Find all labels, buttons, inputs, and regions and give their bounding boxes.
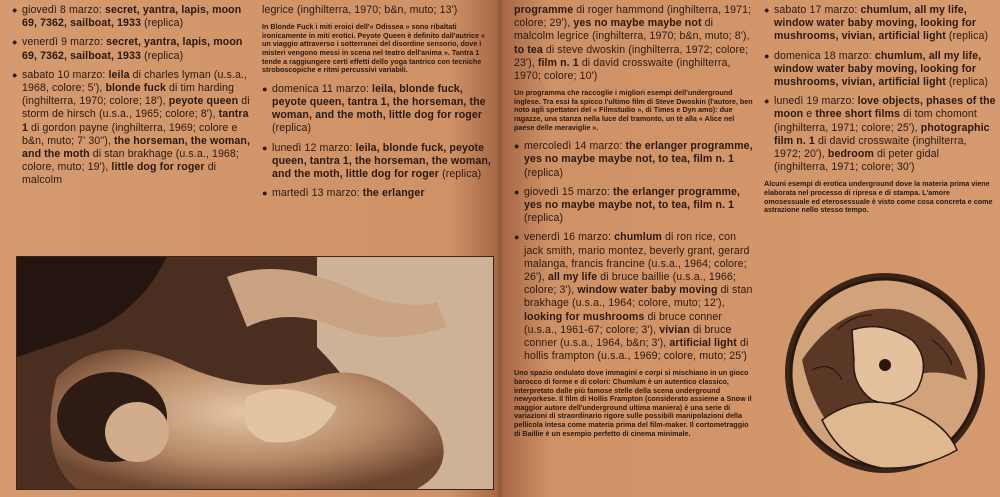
film-title: yes no maybe maybe not <box>573 17 702 30</box>
schedule-entry-18-marzo <box>764 50 996 90</box>
film-credits: di stan brakhage (u.s.a., 1964; colore, muto; 12'), <box>524 284 753 310</box>
schedule-entry-9-marzo <box>12 36 252 62</box>
film-credits: e <box>806 108 813 121</box>
entry-date: martedì 13 marzo: <box>272 187 360 200</box>
entry-date: venerdì 16 marzo: <box>524 231 612 244</box>
film-title: blonde fuck <box>105 82 166 95</box>
entry-titles: secret, yantra, lapis, moon 69, 7362, sailboat, 1933 <box>22 4 242 30</box>
film-credits: di hollis frampton (u.s.a., 1969; colore, muto; 25') <box>524 337 749 363</box>
film-title: photographic film n. 1 <box>774 121 990 147</box>
film-credits: di peter gidal (inghilterra, 1971; colore; 30') <box>774 148 940 174</box>
entry-date: lunedì 19 marzo: <box>774 95 855 108</box>
entry-date: domenica 11 marzo: <box>272 82 369 95</box>
entry-date: sabato 17 marzo: <box>774 4 858 16</box>
film-title: window water baby moving <box>577 284 718 297</box>
film-credits: di gordon payne (inghilterra, 1969; colore e b&n, muto; 7' 30"), <box>22 121 238 147</box>
commentary-note <box>514 369 754 438</box>
entry-replica: (replica) <box>948 76 989 89</box>
film-title: little dog for roger <box>111 161 205 174</box>
entry-replica: (replica) <box>524 212 564 225</box>
film-still-photo <box>16 256 494 490</box>
film-credits: di ron rice, con jack smith, mario montez, beverly grant, gerard malanga, francis francine (u.s.a., 1964; colore; 26'), <box>524 231 750 284</box>
note-text: i miti eroici dell'« Odissea » sono ribaltati ironicamente in miti erotici. <box>262 22 457 40</box>
film-title: all my life <box>547 271 598 284</box>
note-text: e <box>676 105 681 115</box>
note-text: ): due ragazze, una stanza nella luce del tramonto, un tè alla « Alice nel paese delle meraviglie ». <box>514 105 735 132</box>
entry-date: domenica 18 marzo: <box>774 49 872 62</box>
entry-date: giovedì 15 marzo: <box>524 185 610 198</box>
entry-date: venerdì 9 marzo: <box>22 36 104 49</box>
film-title: film n. 1 <box>537 56 579 69</box>
note-film-title: Dyn amo <box>682 105 713 115</box>
film-title: three short films <box>815 108 901 121</box>
film-title: bedroom <box>827 148 874 161</box>
film-credits: di roger hammond (inghilterra, 1971; colore; 29'), <box>514 4 752 30</box>
commentary-note: Alcuni esempi di erotica underground dove la materia prima viene elaborata nel processo di ripresa e di stampa. L'amore omosessuale ed eterosessuale è visto come cosa concreta e come astrazione nello stesso tempo. <box>764 179 993 215</box>
note-film-title: Blonde Fuck <box>270 22 314 32</box>
entry-replica: (replica) <box>144 17 184 30</box>
entry-replica: (replica) <box>524 166 564 179</box>
entry-titles: leila, blonde fuck, peyote queen, tantra 1, the horseman, the woman, and the moth, little dog for roger <box>272 82 486 122</box>
entry-replica: (replica) <box>948 30 989 43</box>
film-credits: di david crosswaite (inghilterra, 1972; 20'), <box>774 134 967 161</box>
schedule-entry-13-marzo <box>262 187 494 200</box>
note-film-title: Chumlum <box>612 377 646 387</box>
entry-titles: secret, yantra, lapis, moon 69, 7362, sailboat, 1933 <box>22 36 243 62</box>
film-credits: di bruce conner (u.s.a., 1964, b&n; 3'), <box>524 323 732 350</box>
entry-titles: chumlum, all my life, window water baby moving, looking for mushrooms, vivian, artificial light <box>774 4 977 43</box>
note-film-title: Times <box>653 105 675 115</box>
entry-titles: chumlum, all my life, window water baby moving, looking for mushrooms, vivian, artificial light <box>774 49 982 89</box>
entry-date: giovedì 8 marzo: <box>22 4 102 16</box>
film-credits: di malcolm <box>22 161 217 187</box>
film-title: programme <box>514 4 574 16</box>
commentary-note <box>514 89 754 132</box>
entry-titles: leila, blonde fuck, peyote queen, tantra 1, the horseman, the woman, and the moth, little dog for roger <box>272 141 491 180</box>
film-credits: di bruce conner (u.s.a., 1961-67; colore; 3'), <box>524 310 722 336</box>
note-film-title: Tantra 1 <box>451 47 480 57</box>
film-credits: di malcolm legrice (inghilterra, 1970; b&n, muto; 8'), <box>514 17 750 43</box>
continuation-text: legrice (inghilterra, 1970; b&n, muto; 13') <box>262 4 458 16</box>
erotic-engraving-medallion <box>782 270 988 476</box>
medallion-illustration <box>782 270 988 476</box>
film-title: to tea <box>514 43 543 56</box>
schedule-entry-10-marzo <box>12 69 252 188</box>
note-film-title: Peyote Queen <box>357 30 406 40</box>
entry-titles: the erlanger programme, yes no maybe maybe not, to tea, film n. 1 <box>524 185 741 211</box>
note-text: tende a raggiungere certi effetti dello yoga tantrico con tecniche stroboscopiche e ritmi percussivi variabili. <box>262 56 482 75</box>
schedule-entry-12-marzo <box>262 142 494 182</box>
film-credits: di stan brakhage (u.s.a., 1968; colore, muto; 19'), <box>22 148 239 174</box>
film-title: looking for mushrooms <box>524 310 645 323</box>
column-4 <box>764 4 996 223</box>
film-title: chumlum <box>614 231 662 244</box>
column-2 <box>262 4 494 206</box>
entry-date: sabato 10 marzo: <box>22 68 106 81</box>
film-title: the horseman, the woman, and the moth <box>22 134 251 161</box>
schedule-entry-14-marzo <box>514 140 754 180</box>
film-credits: di bruce baillie (u.s.a., 1966; colore; 3'), <box>524 271 736 297</box>
entry-date: mercoledì 14 marzo: <box>524 140 623 153</box>
entry-continuation <box>262 4 494 17</box>
schedule-entry-15-marzo <box>514 186 754 226</box>
film-credits: di tom chomont (inghilterra, 1971; colore; 25'), <box>774 108 977 134</box>
film-credits: di steve dwoskin (inghilterra, 1972; colore; 23'), <box>514 43 749 69</box>
schedule-entry-11-marzo <box>262 83 494 136</box>
entry-replica: (replica) <box>442 167 482 180</box>
note-text: In <box>262 22 269 32</box>
schedule-entry-8-marzo <box>12 4 252 30</box>
entry-replica: (replica) <box>272 122 312 135</box>
entry-continuation <box>514 4 754 83</box>
entry-replica: (replica) <box>144 49 184 62</box>
film-title: peyote queen <box>168 95 239 108</box>
schedule-entry-19-marzo <box>764 95 996 174</box>
film-title: leila <box>108 68 130 81</box>
note-text: è definito dall'autrice « un viaggio attraverso i sotterranei del disordine sensorio, dove i misteri vengono messi in scena nel teatro dell'anima ». <box>262 30 486 57</box>
column-1 <box>12 4 252 194</box>
film-title: tantra 1 <box>22 108 249 134</box>
column-3 <box>514 4 754 446</box>
entry-date: lunedì 12 marzo: <box>272 141 353 154</box>
film-credits: di storm de hirsch (u.s.a., 1965; colore; 8'), <box>22 95 250 121</box>
film-title: vivian <box>659 323 690 336</box>
schedule-entry-16-marzo <box>514 231 754 363</box>
film-credits: di david crosswaite (inghilterra, 1970; colore; 10') <box>514 56 731 83</box>
film-title: artificial light <box>669 337 737 350</box>
note-text: Uno spazio ondulato dove immagini e corpi si mischiano in un gioco barocco di forme e di colori: <box>514 368 749 387</box>
film-title: love objects, phases of the moon <box>774 95 996 121</box>
film-credits: di tim harding (inghilterra, 1970; colore; 18'), <box>22 82 235 108</box>
commentary-note <box>262 23 494 75</box>
schedule-entry-17-marzo <box>764 4 996 44</box>
film-credits: di charles lyman (u.s.a., 1968, colore; 5'), <box>22 68 248 95</box>
note-text: è un autentico classico, interpretato dalle più famose stelle della scena underground newyorkese. Il film di Hollis Frampton (considerato assieme a Snow il maggior autore dell'underground ultima maniera) è una serie di variazioni di straordinario rigore sulle possibili manipolazioni della pellicola intesa come materia prima del film-maker. Il cortometraggio di Baillie è un esempio perfetto di cinema minimale. <box>514 377 752 438</box>
entry-titles: the erlanger <box>362 187 425 200</box>
note-text: Un programma che raccoglie i migliori esempi dell'underground inglese. Tra essi fa spicco l'ultimo film di Steve Dwoskin (l'autore, ben noto agli spettatori del « Filmstudio », di <box>514 88 753 115</box>
entry-titles: the erlanger programme, yes no maybe maybe not, to tea, film n. 1 <box>524 140 753 166</box>
photo-illustration <box>17 257 493 489</box>
